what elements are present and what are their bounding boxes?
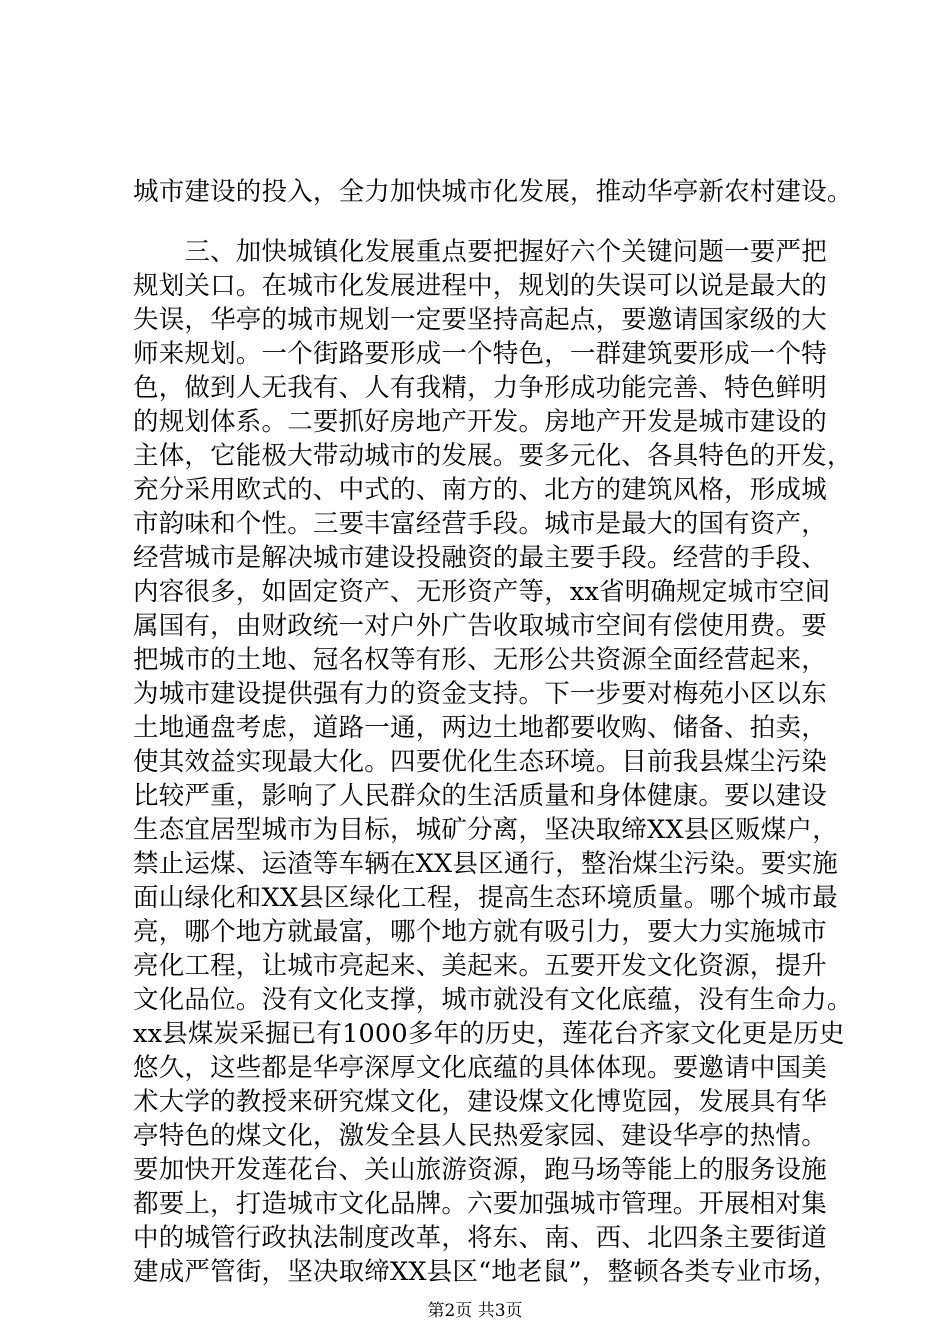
text-line: 都要上，打造城市文化品牌。六要加强城市管理。开展相对集 <box>133 1189 827 1219</box>
text-line: 使其效益实现最大化。四要优化生态环境。目前我县煤尘污染 <box>133 747 827 777</box>
text-line: 术大学的教授来研究煤文化，建设煤文化博览园，发展具有华 <box>133 1087 827 1117</box>
text-line: xx县煤炭采掘已有1000多年的历史，莲花台齐家文化更是历史 <box>133 1019 845 1049</box>
text-line: 市韵味和个性。三要丰富经营手段。城市是最大的国有资产， <box>133 509 827 539</box>
text-line: 属国有，由财政统一对户外广告收取城市空间有偿使用费。要 <box>133 611 827 641</box>
text-line: 比较严重，影响了人民群众的生活质量和身体健康。要以建设 <box>133 781 827 811</box>
page-number-footer: 第2页 共3页 <box>427 1301 523 1321</box>
text-line: 充分采用欧式的、中式的、南方的、北方的建筑风格，形成城 <box>133 475 827 505</box>
text-line: 亮化工程，让城市亮起来、美起来。五要开发文化资源，提升 <box>133 951 827 981</box>
text-line: 色，做到人无我有、人有我精，力争形成功能完善、特色鲜明 <box>133 373 827 403</box>
text-line: 面山绿化和XX县区绿化工程，提高生态环境质量。哪个城市最 <box>133 883 838 913</box>
text-line: 要加快开发莲花台、关山旅游资源，跑马场等能上的服务设施 <box>133 1155 827 1185</box>
text-line: 内容很多，如固定资产、无形资产等，xx省明确规定城市空间 <box>133 577 831 607</box>
text-line: 禁止运煤、运渣等车辆在XX县区通行，整治煤尘污染。要实施 <box>133 849 838 879</box>
text-line: 主体，它能极大带动城市的发展。要多元化、各具特色的开发， <box>133 441 853 471</box>
text-line: 生态宜居型城市为目标，城矿分离，坚决取缔XX县区贩煤户， <box>133 815 838 845</box>
text-line: 失误，华亭的城市规划一定要坚持高起点，要邀请国家级的大 <box>133 305 827 335</box>
text-line: 城市建设的投入，全力加快城市化发展，推动华亭新农村建设。 <box>133 177 853 207</box>
text-line: 规划关口。在城市化发展进程中，规划的失误可以说是最大的 <box>133 271 827 301</box>
text-line: 中的城管行政执法制度改革，将东、南、西、北四条主要街道 <box>133 1223 827 1253</box>
text-line: 三、加快城镇化发展重点要把握好六个关键问题一要严把 <box>133 237 827 267</box>
text-line: 悠久，这些都是华亭深厚文化底蕴的具体体现。要邀请中国美 <box>133 1053 827 1083</box>
text-line: 建成严管街，坚决取缔XX县区“地老鼠”，整顿各类专业市场， <box>133 1257 839 1287</box>
text-line: 的规划体系。二要抓好房地产开发。房地产开发是城市建设的 <box>133 407 827 437</box>
text-line: 为城市建设提供强有力的资金支持。下一步要对梅苑小区以东 <box>133 679 827 709</box>
text-line: 亭特色的煤文化，激发全县人民热爱家园、建设华亭的热情。 <box>133 1121 827 1151</box>
text-line: 亮，哪个地方就最富，哪个地方就有吸引力，要大力实施城市 <box>133 917 827 947</box>
text-line: 文化品位。没有文化支撑，城市就没有文化底蕴，没有生命力。 <box>133 985 853 1015</box>
text-line: 把城市的土地、冠名权等有形、无形公共资源全面经营起来， <box>133 645 827 675</box>
text-line: 土地通盘考虑，道路一通，两边土地都要收购、储备、拍卖， <box>133 713 827 743</box>
text-line: 师来规划。一个街路要形成一个特色，一群建筑要形成一个特 <box>133 339 827 369</box>
text-line: 经营城市是解决城市建设投融资的最主要手段。经营的手段、 <box>133 543 827 573</box>
